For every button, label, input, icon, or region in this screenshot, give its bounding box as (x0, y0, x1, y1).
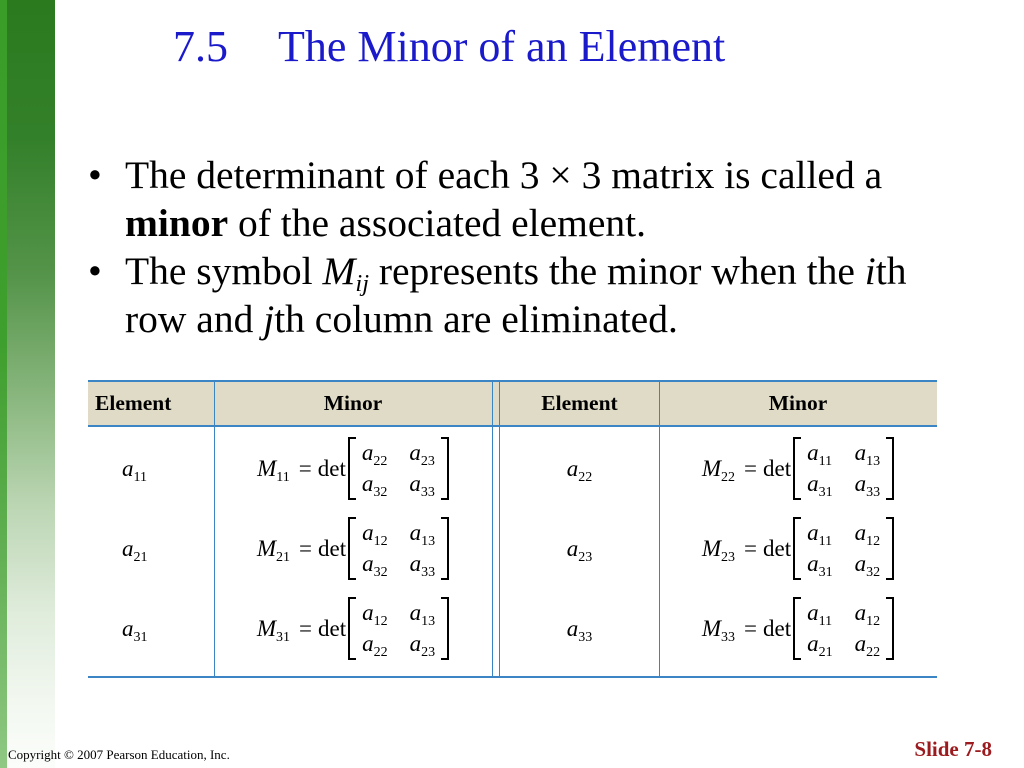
element-subscript: 21 (133, 549, 148, 565)
minor-subscript: 23 (721, 549, 736, 565)
entry-subscript: 13 (421, 614, 436, 629)
det-operator: det (318, 615, 347, 641)
minor-symbol (701, 535, 736, 565)
minor-variable: M (701, 535, 722, 561)
entry-subscript: 32 (373, 485, 388, 500)
minor-term: minor (125, 201, 229, 245)
left-bracket (348, 517, 356, 580)
element-subscript: 22 (578, 469, 593, 485)
minor-cell (214, 588, 492, 668)
matrix-entry (362, 437, 388, 468)
copyright-notice: Copyright © 2007 Pearson Education, Inc. (8, 747, 230, 762)
minor-expression (702, 597, 894, 660)
entry-subscript: 33 (866, 485, 881, 500)
minor-cell (659, 508, 937, 588)
minor-subscript: 33 (721, 629, 736, 645)
table-header-rule (88, 425, 937, 427)
element-symbol (566, 455, 593, 485)
minor-symbol (256, 615, 291, 645)
det-operator: det (318, 535, 347, 561)
matrix-entries (356, 597, 441, 660)
bullet-2-line-1 (0, 247, 1024, 295)
entry-variable: a (854, 631, 867, 656)
matrix-entries (801, 517, 886, 580)
matrix-entry (855, 517, 881, 548)
element-subscript: 23 (578, 549, 593, 565)
det-operator: det (317, 455, 346, 481)
entry-subscript: 31 (818, 565, 833, 580)
sidebar-gradient-bar (0, 0, 55, 768)
element-cell (88, 588, 214, 668)
entry-variable: a (409, 600, 422, 625)
equals-sign: = (744, 455, 758, 481)
element-cell (88, 508, 214, 588)
minor-variable: M (256, 535, 277, 561)
matrix-entry (855, 468, 881, 499)
minor-symbol-subscript: ij (355, 269, 369, 297)
entry-variable: a (854, 520, 867, 545)
right-bracket (886, 597, 894, 660)
entry-variable: a (854, 600, 867, 625)
minor-variable: M (256, 615, 277, 641)
minor-variable: M (701, 615, 722, 641)
entry-subscript: 21 (818, 645, 833, 660)
matrix-entries (801, 597, 886, 660)
element-variable: a (566, 615, 579, 641)
entry-subscript: 11 (818, 454, 833, 469)
entry-variable: a (361, 471, 374, 496)
equals-sign: = (299, 615, 313, 641)
matrix-entry (807, 628, 833, 659)
minor-subscript: 31 (276, 629, 291, 645)
minor-expression (257, 597, 449, 660)
bullet-2-part-1: The symbol (125, 249, 323, 293)
bullet-list (0, 151, 1024, 343)
element-subscript: 31 (133, 629, 148, 645)
entry-variable: a (807, 440, 819, 465)
entry-variable: a (807, 471, 819, 496)
entry-variable: a (807, 631, 819, 656)
element-cell (500, 588, 659, 668)
bullet-marker: • (88, 153, 102, 197)
left-bracket (348, 437, 356, 500)
bullet-2-text (125, 247, 907, 295)
element-variable: a (122, 455, 134, 481)
row-variable: i (864, 249, 876, 293)
minor-expression (257, 517, 449, 580)
minor-cell (214, 508, 492, 588)
entry-subscript: 23 (421, 645, 436, 660)
entry-variable: a (362, 631, 374, 656)
minor-subscript: 11 (276, 469, 290, 485)
matrix-entry (855, 437, 881, 468)
right-bracket (886, 517, 894, 580)
header-element: Element (541, 391, 618, 415)
bullet-1-text: The determinant of each 3 × 3 matrix is called a (125, 153, 883, 197)
column-variable: j (263, 297, 275, 341)
entry-subscript: 22 (373, 645, 388, 660)
matrix-entry (409, 468, 435, 499)
matrix-entries (356, 517, 441, 580)
matrix (793, 437, 894, 500)
minors-table (88, 380, 937, 678)
matrix-entry (410, 548, 436, 579)
entry-variable: a (409, 631, 422, 656)
left-bracket (793, 437, 801, 500)
header-minor: Minor (768, 391, 828, 415)
matrix-entry (807, 468, 833, 499)
left-bracket (348, 597, 356, 660)
element-subscript: 33 (578, 629, 593, 645)
entry-subscript: 12 (866, 534, 881, 549)
entry-variable: a (854, 440, 867, 465)
matrix (793, 597, 894, 660)
sidebar-edge-strip (0, 0, 7, 768)
entry-variable: a (409, 440, 421, 465)
entry-subscript: 13 (421, 534, 436, 549)
element-symbol (122, 455, 147, 485)
entry-variable: a (807, 520, 819, 545)
element-cell (500, 508, 659, 588)
minor-variable: M (257, 455, 277, 481)
matrix-entry (362, 628, 388, 659)
entry-subscript: 22 (373, 454, 388, 469)
element-variable: a (566, 535, 579, 561)
matrix-entry (807, 517, 833, 548)
element-cell (500, 428, 659, 508)
slide-title: The Minor of an Element (278, 22, 726, 71)
entry-subscript: 32 (866, 565, 881, 580)
bullet-1-rest: of the associated element. (228, 201, 647, 245)
element-variable: a (122, 615, 134, 641)
equals-sign: = (299, 535, 313, 561)
element-cell (88, 428, 214, 508)
element-symbol (566, 615, 593, 645)
right-bracket (441, 437, 449, 500)
equals-sign: = (744, 615, 758, 641)
entry-variable: a (409, 471, 421, 496)
bullet-2-part-4: row and (125, 297, 264, 341)
slide-number: Slide 7-8 (914, 737, 992, 761)
entry-subscript: 11 (818, 614, 833, 629)
matrix-entry (855, 597, 881, 628)
minor-symbol (257, 455, 290, 485)
bullet-2-line-2 (0, 295, 1024, 343)
entry-subscript: 12 (373, 534, 388, 549)
minor-cell (659, 588, 937, 668)
minor-symbol: M (322, 249, 356, 293)
bullet-marker: • (88, 249, 102, 293)
right-bracket (441, 597, 449, 660)
entry-variable: a (362, 600, 374, 625)
bullet-1-line-2 (0, 199, 1024, 247)
element-symbol (122, 615, 148, 645)
table-bottom-rule (88, 676, 937, 678)
header-element: Element (95, 391, 172, 415)
matrix-entries (356, 437, 441, 500)
minor-expression (702, 437, 894, 500)
det-operator: det (763, 615, 792, 641)
matrix-entry (410, 517, 436, 548)
entry-variable: a (854, 471, 867, 496)
minor-subscript: 21 (276, 549, 291, 565)
header-minor: Minor (323, 391, 383, 415)
matrix (348, 597, 449, 660)
entry-variable: a (362, 520, 374, 545)
bullet-2-text-cont (125, 295, 678, 343)
element-variable: a (122, 535, 134, 561)
entry-subscript: 32 (373, 565, 388, 580)
minor-cell (659, 428, 937, 508)
entry-variable: a (807, 551, 819, 576)
matrix-entry (807, 548, 833, 579)
minor-expression (702, 517, 894, 580)
det-operator: det (763, 455, 792, 481)
entry-subscript: 33 (421, 565, 436, 580)
entry-subscript: 13 (866, 454, 881, 469)
matrix-entry (807, 437, 833, 468)
minor-symbol (256, 535, 291, 565)
matrix-entry (410, 628, 436, 659)
entry-subscript: 33 (420, 485, 435, 500)
bullet-1-line-1 (0, 151, 1024, 199)
matrix-entry (855, 628, 881, 659)
matrix-entry (855, 548, 881, 579)
minor-subscript: 22 (721, 469, 736, 485)
matrix-entry (362, 468, 388, 499)
det-operator: det (763, 535, 792, 561)
matrix-entry (807, 597, 833, 628)
equals-sign: = (744, 535, 758, 561)
bullet-2-part-2: represents the minor when the (369, 249, 865, 293)
matrix-entries (801, 437, 886, 500)
minor-symbol (701, 615, 736, 645)
left-bracket (793, 517, 801, 580)
minor-variable: M (701, 455, 722, 481)
left-bracket (793, 597, 801, 660)
bullet-2-part-5: th column are eliminated. (274, 297, 678, 341)
entry-variable: a (807, 600, 819, 625)
entry-variable: a (409, 551, 422, 576)
equals-sign: = (298, 455, 312, 481)
entry-variable: a (409, 520, 422, 545)
entry-variable: a (361, 440, 374, 465)
entry-variable: a (854, 551, 867, 576)
right-bracket (441, 517, 449, 580)
matrix-entry (362, 517, 388, 548)
matrix-entry (409, 437, 435, 468)
matrix (348, 437, 449, 500)
center-double-divider-left (492, 380, 493, 678)
minor-cell (214, 428, 492, 508)
entry-subscript: 23 (420, 454, 435, 469)
section-number: 7.5 (173, 22, 228, 71)
entry-subscript: 12 (866, 614, 881, 629)
bullet-1-text-cont (125, 199, 646, 247)
entry-subscript: 22 (866, 645, 881, 660)
matrix (348, 517, 449, 580)
matrix (793, 517, 894, 580)
entry-subscript: 12 (373, 614, 388, 629)
minor-symbol (701, 455, 736, 485)
element-symbol (566, 535, 593, 565)
entry-variable: a (362, 551, 374, 576)
right-bracket (886, 437, 894, 500)
element-variable: a (566, 455, 579, 481)
element-subscript: 11 (133, 469, 147, 485)
matrix-entry (410, 597, 436, 628)
minor-expression (257, 437, 449, 500)
bullet-2-part-3: th (875, 249, 907, 293)
entry-subscript: 11 (818, 534, 833, 549)
element-symbol (122, 535, 148, 565)
matrix-entry (362, 548, 388, 579)
entry-subscript: 31 (818, 485, 833, 500)
matrix-entry (362, 597, 388, 628)
